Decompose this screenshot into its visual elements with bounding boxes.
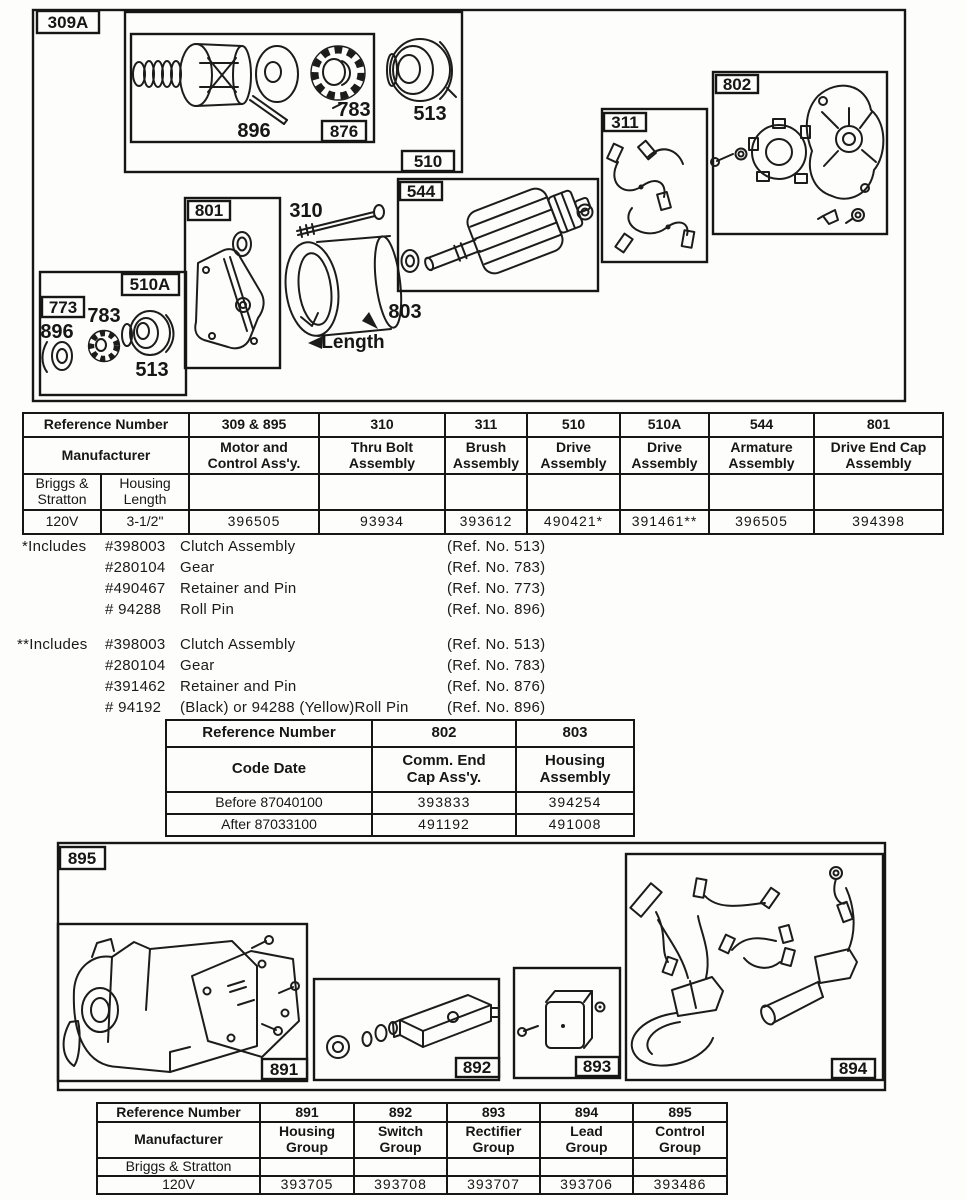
- clutch-513-part: [387, 39, 456, 101]
- lead-wires-parts: [630, 867, 857, 1066]
- pn-310: 93934: [319, 510, 445, 534]
- length-annotation: Length: [321, 332, 385, 353]
- pn-891: 393705: [260, 1176, 354, 1194]
- label-311: [604, 113, 646, 132]
- pn-803-after: 491008: [516, 814, 634, 836]
- col-894: 894: [540, 1103, 633, 1122]
- svg-text:801: 801: [194, 201, 224, 220]
- note-line: #490467 Retainer and Pin (Ref. No. 773): [105, 580, 546, 597]
- housing-length-cell: Housing Length: [101, 474, 189, 510]
- note-line: # 94192 (Black) or 94288 (Yellow)Roll Pin (Ref. No. 896): [105, 699, 546, 716]
- control-group-exploded-diagram: [0, 840, 966, 1100]
- desc-891: Housing Group: [260, 1122, 354, 1158]
- svg-text:876: 876: [329, 122, 359, 141]
- pn-895: 393486: [633, 1176, 727, 1194]
- empty-cell: [527, 474, 620, 510]
- pn-309-895: 396505: [189, 510, 319, 534]
- empty-cell: [540, 1158, 633, 1176]
- comm-end-cap-parts: [711, 86, 883, 224]
- note-line: *Includes #398003 Clutch Assembly (Ref. No. 513): [22, 538, 546, 555]
- desc-310: Thru Bolt Assembly: [319, 437, 445, 474]
- desc-510: Drive Assembly: [527, 437, 620, 474]
- gear-783-part: [311, 46, 365, 100]
- svg-text:773: 773: [48, 298, 78, 317]
- col-510a: 510A: [620, 413, 709, 437]
- pn-311: 393612: [445, 510, 527, 534]
- outer-895-box: [58, 843, 885, 1090]
- desc-311: Brush Assembly: [445, 437, 527, 474]
- pn-894: 393706: [540, 1176, 633, 1194]
- part-number-896: 896: [237, 120, 271, 142]
- group-table: [96, 1102, 728, 1195]
- col-802: 802: [372, 720, 516, 747]
- bracket-plate-part: [192, 936, 299, 1057]
- label-876: [322, 121, 366, 141]
- col-891: 891: [260, 1103, 354, 1122]
- washer-disc-part: [256, 46, 298, 102]
- label-895: [60, 847, 105, 869]
- desc-895: Control Group: [633, 1122, 727, 1158]
- empty-cell: [354, 1158, 447, 1176]
- label-891: [262, 1059, 307, 1079]
- col-801: 801: [814, 413, 943, 437]
- svg-text:802: 802: [722, 75, 752, 94]
- empty-cell: [709, 474, 814, 510]
- desc-894: Lead Group: [540, 1122, 633, 1158]
- outer-309a-box: [33, 10, 905, 401]
- desc-803: Housing Assembly: [516, 747, 634, 792]
- label-892: [456, 1058, 499, 1077]
- col-895: 895: [633, 1103, 727, 1122]
- length-value-cell: 3-1/2": [101, 510, 189, 534]
- solenoid-drive-part: [133, 44, 251, 106]
- svg-text:311: 311: [611, 113, 639, 132]
- part-number-513-lower: 513: [135, 359, 169, 381]
- code-date-header: Code Date: [166, 747, 372, 792]
- col-310: 310: [319, 413, 445, 437]
- svg-text:510A: 510A: [129, 275, 171, 294]
- svg-text:894: 894: [838, 1059, 868, 1078]
- col-510: 510: [527, 413, 620, 437]
- gear-783-lower-part: [89, 331, 120, 362]
- col-311: 311: [445, 413, 527, 437]
- manufacturer-header: Manufacturer: [97, 1122, 260, 1158]
- note-line: **Includes #398003 Clutch Assembly (Ref. No. 513): [17, 636, 546, 653]
- ref-number-header: Reference Number: [97, 1103, 260, 1122]
- pn-802-after: 491192: [372, 814, 516, 836]
- part-number-803: 803: [388, 301, 422, 323]
- pn-801: 394398: [814, 510, 943, 534]
- motor-housing-part: [64, 939, 257, 1072]
- housing-cylinder-803-part: [280, 235, 405, 339]
- after-date-cell: After 87033100: [166, 814, 372, 836]
- brand-cell: Briggs & Stratton: [97, 1158, 260, 1176]
- label-309a: [37, 11, 99, 33]
- note-line: #391462 Retainer and Pin (Ref. No. 876): [105, 678, 546, 695]
- main-parts-table: [22, 412, 944, 535]
- brand-cell: Briggs & Stratton: [23, 474, 101, 510]
- svg-text:544: 544: [406, 182, 436, 201]
- col-309-895: 309 & 895: [189, 413, 319, 437]
- manufacturer-header: Manufacturer: [23, 437, 189, 474]
- pn-803-before: 394254: [516, 792, 634, 814]
- svg-text:895: 895: [67, 849, 97, 868]
- part-number-896-lower: 896: [40, 321, 74, 343]
- svg-text:510: 510: [413, 152, 443, 171]
- label-510: [402, 151, 454, 171]
- svg-text:893: 893: [582, 1057, 612, 1076]
- pn-893: 393707: [447, 1176, 540, 1194]
- desc-510a: Drive Assembly: [620, 437, 709, 474]
- pn-510a: 391461**: [620, 510, 709, 534]
- ref-number-header: Reference Number: [166, 720, 372, 747]
- empty-cell: [260, 1158, 354, 1176]
- empty-cell: [189, 474, 319, 510]
- label-773: [42, 297, 84, 317]
- retainer-part: [43, 342, 73, 372]
- empty-cell: [633, 1158, 727, 1176]
- svg-text:892: 892: [462, 1058, 492, 1077]
- ref-number-header: Reference Number: [23, 413, 189, 437]
- brush-wires-part: [607, 141, 694, 253]
- switch-parts: [327, 995, 499, 1058]
- label-544: [400, 182, 442, 201]
- length-arrow-right: [362, 312, 378, 329]
- rectifier-parts: [518, 991, 605, 1048]
- note-line: #280104 Gear (Ref. No. 783): [105, 559, 546, 576]
- includes-note-2: [17, 636, 602, 720]
- svg-text:891: 891: [269, 1060, 299, 1079]
- voltage-cell: 120V: [23, 510, 101, 534]
- desc-892: Switch Group: [354, 1122, 447, 1158]
- includes-note-1: [22, 538, 602, 622]
- empty-cell: [814, 474, 943, 510]
- col-803: 803: [516, 720, 634, 747]
- empty-cell: [620, 474, 709, 510]
- desc-893: Rectifier Group: [447, 1122, 540, 1158]
- code-date-table: [165, 719, 635, 837]
- label-894: [832, 1059, 875, 1078]
- desc-544: Armature Assembly: [709, 437, 814, 474]
- col-892: 892: [354, 1103, 447, 1122]
- clutch-513-lower-part: [122, 311, 174, 355]
- pn-892: 393708: [354, 1176, 447, 1194]
- pn-802-before: 393833: [372, 792, 516, 814]
- empty-cell: [445, 474, 527, 510]
- note-line: # 94288 Roll Pin (Ref. No. 896): [105, 601, 546, 618]
- starter-motor-exploded-diagram: [0, 0, 966, 408]
- empty-cell: [447, 1158, 540, 1176]
- before-date-cell: Before 87040100: [166, 792, 372, 814]
- col-893: 893: [447, 1103, 540, 1122]
- pn-510: 490421*: [527, 510, 620, 534]
- part-number-783: 783: [337, 99, 371, 121]
- col-544: 544: [709, 413, 814, 437]
- empty-cell: [319, 474, 445, 510]
- desc-309-895: Motor and Control Ass'y.: [189, 437, 319, 474]
- end-cap-plate-part: [195, 232, 263, 348]
- part-number-783-lower: 783: [87, 305, 121, 327]
- part-number-310: 310: [289, 200, 323, 222]
- note-line: #280104 Gear (Ref. No. 783): [105, 657, 546, 674]
- label-802: [716, 75, 758, 94]
- part-number-513: 513: [413, 103, 447, 125]
- label-510a: [122, 274, 179, 295]
- voltage-cell: 120V: [97, 1176, 260, 1194]
- svg-text:309A: 309A: [47, 13, 89, 32]
- desc-801: Drive End Cap Assembly: [814, 437, 943, 474]
- desc-802: Comm. End Cap Ass'y.: [372, 747, 516, 792]
- pn-544: 396505: [709, 510, 814, 534]
- label-893: [576, 1057, 619, 1076]
- label-801: [188, 201, 230, 220]
